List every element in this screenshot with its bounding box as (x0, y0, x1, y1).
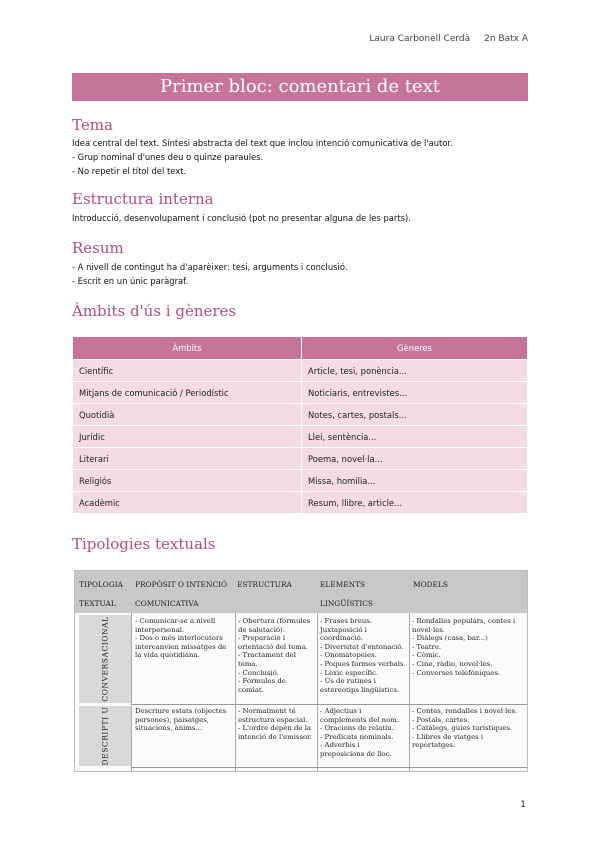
cell-line: - Catàlegs, guies turístiques. (412, 724, 513, 733)
head-models: MODELS (413, 580, 448, 589)
cell-line: estructura espacial. (238, 715, 308, 724)
resum-line: - A nivell de contingut ha d'aparèixer: tesi, arguments i conclusió. (72, 262, 348, 272)
head-proposit (135, 575, 227, 613)
table-row (73, 382, 527, 403)
head-elements (320, 575, 373, 613)
cell-line: orientació del tema. (238, 642, 309, 651)
page-header (369, 34, 528, 44)
cell-line: - Converses telefòniques. (412, 668, 501, 677)
conv-elements (320, 617, 406, 694)
author-name: Laura Carbonell Cerdà (369, 34, 471, 44)
tipologies-heading: Tipologies textuals (72, 535, 216, 553)
genere-cell: Notes, cartes, postals... (302, 404, 527, 425)
desc-elements (320, 707, 399, 759)
resum-text (72, 260, 532, 288)
row-label-part: U (100, 706, 110, 714)
ambit-cell: Científic (73, 360, 301, 381)
cell-line: situacions, ànims... (135, 724, 203, 733)
head-tipologia (79, 575, 123, 613)
table-row (73, 448, 527, 469)
resum-heading: Resum (72, 239, 124, 257)
row-label-descriptiu (79, 706, 131, 766)
conv-estructura (238, 617, 310, 694)
genere-cell: Resum, llibre, article... (302, 492, 527, 513)
table-row (73, 492, 527, 513)
head-text: TIPOLOGIA (79, 580, 124, 589)
head-estructura: ESTRUCTURA (237, 580, 292, 589)
cell-line: coordinació. (320, 634, 363, 643)
cell-line: Descriure estats (objectes (135, 707, 227, 715)
cell-line: interpersonal. (135, 625, 185, 634)
col-divider (131, 613, 132, 771)
tema-line: - Grup nominal d'unes deu o quinze paraules. (72, 152, 264, 162)
tema-text (72, 136, 532, 178)
estructura-line: Introducció, desenvolupament i conclusió (pot no presentar alguna de les parts). (72, 213, 411, 223)
cell-line: complements del nom. (320, 715, 399, 724)
col-divider (235, 613, 236, 771)
cell-line: - Comunicar-se a nivell (135, 617, 216, 625)
tema-line: - No repetir el títol del text. (72, 166, 187, 176)
head-text: ELEMENTS (320, 580, 366, 589)
cell-line: - Predicats nominals. (320, 732, 394, 741)
cell-line: - Poques formes verbals. (320, 659, 406, 668)
genere-cell: Article, tesi, ponència... (302, 360, 527, 381)
col-generes: Gèneres (302, 337, 527, 359)
course-label: 2n Batx A (484, 34, 528, 44)
cell-line: comiat. (238, 685, 264, 694)
cell-line: tema. (238, 659, 258, 668)
desc-models (412, 707, 517, 750)
conv-proposit (135, 617, 226, 660)
cell-line: - Diàlegs (casa, bar...) (412, 634, 488, 643)
row-divider (131, 704, 527, 705)
ambit-cell: Literari (73, 448, 301, 469)
cell-line: - Llibres de viatges i (412, 732, 484, 741)
tipologies-table-image (74, 570, 528, 772)
ambit-cell: Acadèmic (73, 492, 301, 513)
ambit-cell: Mitjans de comunicació / Periodístic (73, 382, 301, 403)
genere-cell: Llei, sentència... (302, 426, 527, 447)
table-row (73, 360, 527, 381)
cell-line: - Preparació i (238, 634, 286, 643)
col-divider (317, 613, 318, 771)
cell-line: - Adjectius i (320, 707, 362, 715)
desc-proposit (135, 707, 226, 733)
cell-line: intenció de l'emissor. (238, 732, 312, 741)
cell-line: - Onomatopeies. (320, 651, 377, 660)
cell-line: - Rondalles populars, contes i (412, 617, 516, 625)
cell-line: - Ús de rutines i (320, 677, 376, 686)
cell-line: - L'ordre depèn de la (238, 724, 312, 733)
cell-line: - Lèxic específic. (320, 668, 379, 677)
cell-line: - Obertura (fórmules (238, 617, 311, 625)
head-text: PROPÒSIT O INTENCIÓ (135, 580, 228, 589)
resum-line: - Escrit en un únic paràgraf. (72, 276, 189, 286)
cell-line: Juxtaposició i (320, 625, 367, 634)
table-header-row (73, 337, 527, 359)
row-label-text: CONVERSACIONAL (100, 616, 110, 702)
cell-line: reportatges. (412, 741, 456, 750)
row-label-conversacional (79, 615, 131, 703)
ambit-cell: Religiós (73, 470, 301, 491)
ambit-cell: Quotidià (73, 404, 301, 425)
cell-line: estereotips lingüístics. (320, 685, 400, 694)
cell-line: novel·les. (412, 625, 445, 634)
row-divider (131, 767, 527, 768)
tema-line: Idea central del text. Síntesi abstracta del text que inclou intenció comunicativa de l'autor. (72, 138, 453, 148)
cell-line: la vida quotidiana. (135, 651, 200, 660)
genere-cell: Noticiaris, entrevistes... (302, 382, 527, 403)
genere-cell: Poema, novel·la... (302, 448, 527, 469)
cell-line: de salutació). (238, 625, 285, 634)
row-label-text (101, 707, 110, 766)
tipologies-header (75, 571, 527, 613)
col-divider (409, 613, 410, 771)
ambit-cell: Jurídic (73, 426, 301, 447)
cell-line: - Contes, rondalles i novel·les. (412, 707, 518, 715)
table-row (73, 426, 527, 447)
cell-line: intercanvien missatges de (135, 642, 227, 651)
cell-line: - Conclusió. (238, 668, 279, 677)
desc-estructura (238, 707, 312, 741)
ambits-heading: Àmbits d'ús i gèneres (72, 302, 237, 320)
cell-line: - Frases breus. (320, 617, 372, 625)
head-text: LINGÜÍSTICS (320, 599, 373, 608)
col-ambits: Àmbits (73, 337, 301, 359)
row-label-part: DESCRIPTI (100, 716, 110, 766)
cell-line: - Dos o més interlocutors (135, 634, 223, 643)
cell-line: - Diversitat d'entonació. (320, 642, 404, 651)
cell-line: - Teatre. (412, 642, 442, 651)
head-text: COMUNICATIVA (135, 599, 199, 608)
cell-line: - Tractament del (238, 651, 296, 660)
conv-models (412, 617, 515, 677)
cell-line: - Oracions de relatiu. (320, 724, 394, 733)
cell-line: - Adverbis i (320, 741, 360, 750)
cell-line: persones), paisatges, (135, 715, 209, 724)
cell-line: - Cine, ràdio, novel·les. (412, 659, 493, 668)
cell-line: - Fórmules de (238, 677, 286, 686)
cell-line: - Postals, cartes. (412, 715, 470, 724)
table-row (73, 470, 527, 491)
page-number: 1 (520, 800, 526, 810)
estructura-text (72, 211, 532, 225)
estructura-heading: Estructura interna (72, 190, 214, 208)
cell-line: - Còmic. (412, 651, 441, 660)
tema-heading: Tema (72, 116, 113, 134)
cell-line: preposicions de lloc. (320, 749, 392, 758)
ambits-table (72, 336, 528, 514)
cell-line: - Normalment té (238, 707, 296, 715)
genere-cell: Missa, homilia... (302, 470, 527, 491)
table-row (73, 404, 527, 425)
head-text: TEXTUAL (79, 599, 116, 608)
page-title: Primer bloc: comentari de text (72, 73, 528, 101)
